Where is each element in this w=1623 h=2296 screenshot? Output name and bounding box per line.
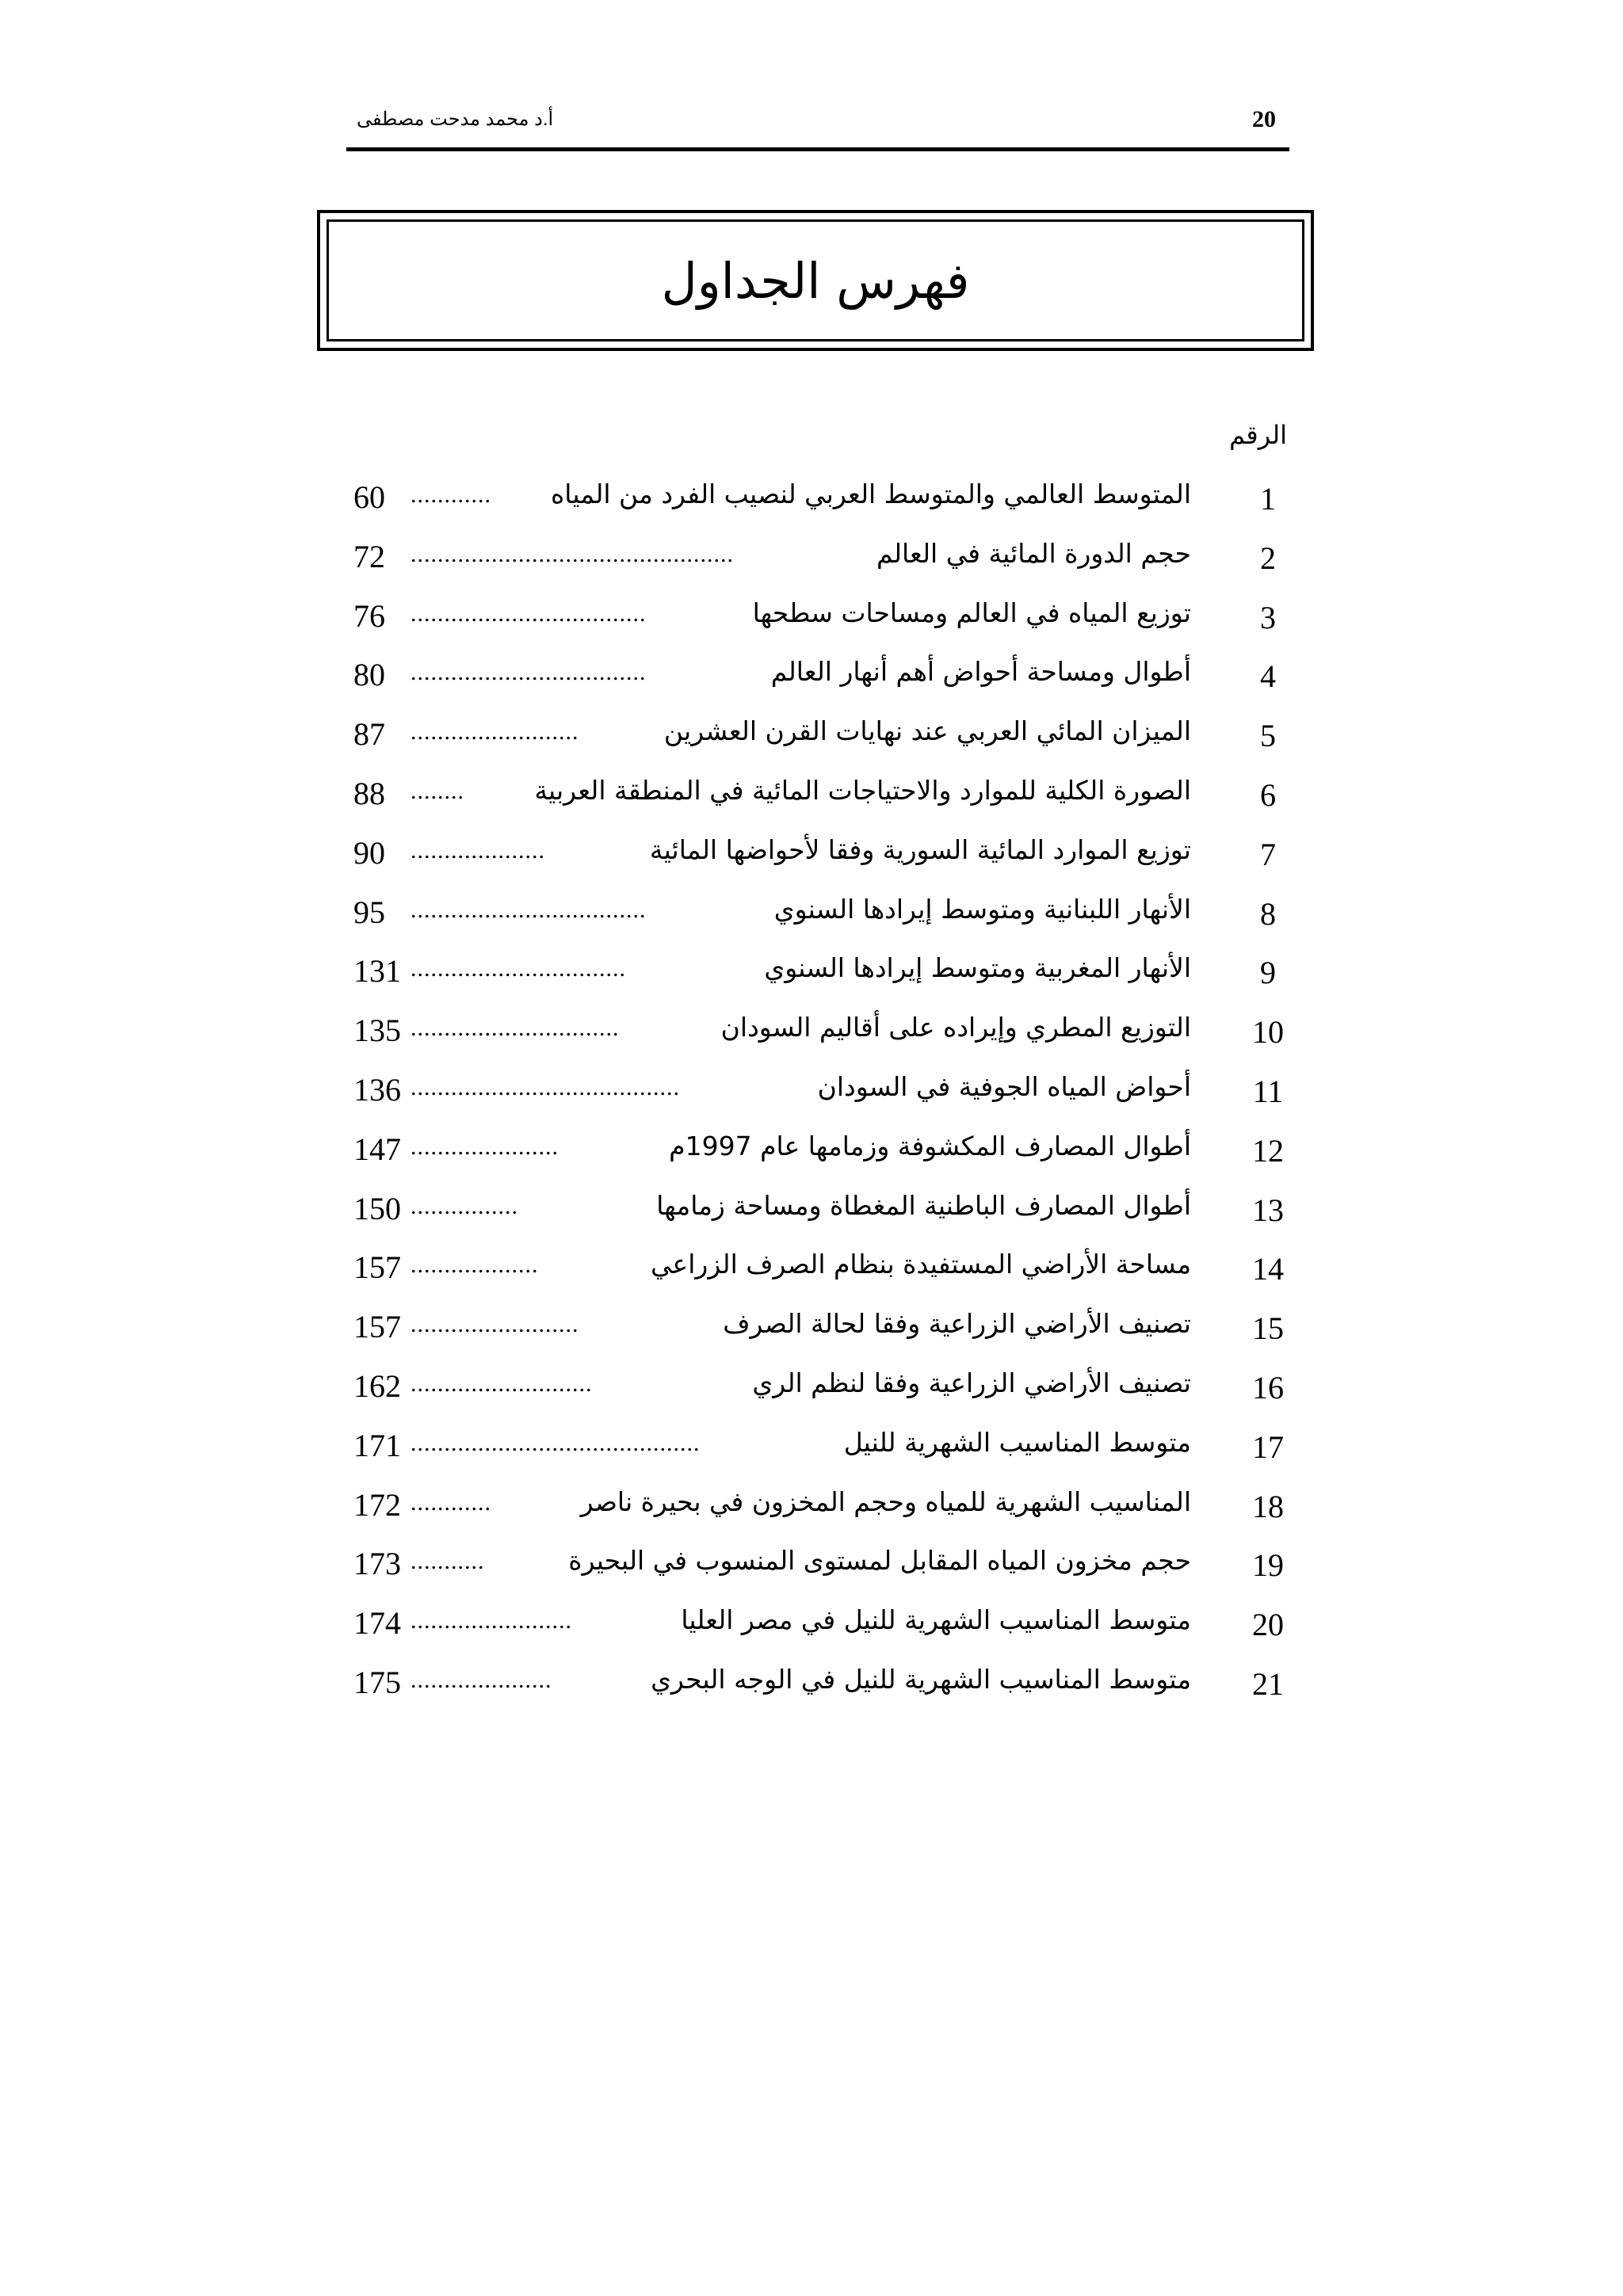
entry-title: توزيع المياه في العالم ومساحات سطحها	[752, 597, 1191, 628]
entry-leader-dots: .........................	[411, 1311, 579, 1338]
entry-page-number: 136	[353, 1071, 401, 1108]
entry-number: 21	[1252, 1665, 1284, 1702]
entry-page-number: 147	[353, 1131, 401, 1167]
entry-page-number: 72	[353, 538, 385, 574]
entry-page-number: 60	[353, 479, 385, 515]
entry-number: 18	[1252, 1488, 1284, 1524]
entry-number: 16	[1252, 1369, 1284, 1405]
entry-page-number: 174	[353, 1605, 401, 1642]
entry-page-number: 80	[353, 657, 385, 693]
entry-title: حجم مخزون المياه المقابل لمستوى المنسوب في البحيرة	[568, 1545, 1191, 1577]
toc-entry	[349, 943, 1292, 1002]
toc-entry	[349, 1239, 1292, 1299]
toc-entry	[349, 469, 1292, 528]
entry-leader-dots: ...................	[411, 1252, 539, 1279]
entry-number: 2	[1260, 540, 1276, 576]
entry-number: 13	[1252, 1192, 1284, 1228]
entry-title: توزيع الموارد المائية السورية وفقا لأحواضها المائية	[649, 833, 1191, 865]
entry-title: متوسط المناسيب الشهرية للنيل في الوجه البحري	[651, 1663, 1191, 1695]
entry-page-number: 162	[353, 1367, 401, 1404]
entry-leader-dots: ............	[411, 1489, 491, 1516]
entry-number: 7	[1260, 836, 1276, 872]
title-inner-frame	[327, 219, 1304, 341]
toc-entry	[349, 588, 1292, 647]
entry-leader-dots: ................	[411, 1192, 518, 1219]
table-of-tables	[349, 469, 1292, 1714]
entry-leader-dots: ...........................	[411, 1370, 593, 1397]
entry-page-number: 175	[353, 1664, 401, 1700]
entry-title: مساحة الأراضي المستفيدة بنظام الصرف الزراعي	[651, 1249, 1191, 1280]
entry-leader-dots: .....................	[411, 1666, 552, 1693]
toc-entry	[349, 1477, 1292, 1536]
entry-title: حجم الدورة المائية في العالم	[876, 537, 1191, 569]
entry-title: تصنيف الأراضي الزراعية وفقا لنظم الري	[752, 1367, 1191, 1398]
entry-leader-dots: ........	[411, 777, 464, 804]
entry-title: أطوال المصارف الباطنية المغطاة ومساحة زمامها	[656, 1189, 1191, 1221]
toc-entry	[349, 825, 1292, 884]
entry-page-number: 90	[353, 834, 385, 871]
page-number: 20	[1252, 106, 1276, 132]
entry-title: الأنهار اللبنانية ومتوسط إيرادها السنوي	[773, 893, 1191, 925]
entry-title: المناسيب الشهرية للمياه وحجم المخزون في بحيرة ناصر	[580, 1486, 1191, 1517]
entry-number: 5	[1260, 718, 1276, 754]
entry-leader-dots: ............	[411, 482, 491, 508]
toc-entry	[349, 1299, 1292, 1358]
entry-number: 4	[1260, 658, 1276, 695]
entry-leader-dots: ................................	[411, 955, 626, 982]
entry-title: الصورة الكلية للموارد والاحتياجات المائية في المنطقة العربية	[534, 774, 1191, 806]
toc-entry	[349, 765, 1292, 825]
toc-entry	[349, 1595, 1292, 1654]
entry-title: تصنيف الأراضي الزراعية وفقا لحالة الصرف	[723, 1308, 1191, 1340]
entry-page-number: 87	[353, 716, 385, 753]
entry-page-number: 173	[353, 1546, 401, 1582]
entry-leader-dots: ........................	[411, 1608, 572, 1634]
entry-leader-dots: ...........................................	[411, 1429, 701, 1456]
entry-number: 8	[1260, 895, 1276, 932]
page-title: فهرس الجداول	[661, 251, 970, 310]
entry-page-number: 150	[353, 1190, 401, 1226]
toc-entry	[349, 706, 1292, 765]
entry-page-number: 76	[353, 597, 385, 634]
header-divider	[346, 147, 1289, 151]
entry-leader-dots: ...................................	[411, 896, 647, 923]
author-name: أ.د محمد مدحت مصطفى	[357, 109, 554, 130]
entry-number: 14	[1252, 1251, 1284, 1287]
entry-leader-dots: ........................................	[411, 1074, 680, 1100]
entry-title: متوسط المناسيب الشهرية للنيل	[843, 1426, 1191, 1458]
entry-number: 17	[1252, 1428, 1284, 1465]
entry-page-number: 88	[353, 775, 385, 811]
entry-title: المتوسط العالمي والمتوسط العربي لنصيب الفرد من المياه	[550, 479, 1191, 509]
entry-leader-dots: ...................................	[411, 659, 647, 686]
entry-number: 6	[1260, 776, 1276, 813]
entry-page-number: 95	[353, 894, 385, 930]
entry-page-number: 172	[353, 1486, 401, 1523]
entry-title: متوسط المناسيب الشهرية للنيل في مصر العليا	[681, 1604, 1191, 1636]
entry-number: 19	[1252, 1547, 1284, 1584]
toc-entry	[349, 1121, 1292, 1180]
entry-page-number: 157	[353, 1309, 401, 1345]
entry-number: 12	[1252, 1132, 1284, 1169]
entry-leader-dots: .........................	[411, 719, 579, 746]
toc-entry	[349, 1062, 1292, 1121]
entry-number: 10	[1252, 1014, 1284, 1051]
entry-number: 3	[1260, 599, 1276, 635]
title-frame	[317, 210, 1314, 351]
entry-title: الميزان المائي العربي عند نهايات القرن العشرين	[663, 715, 1191, 747]
entry-title: الأنهار المغربية ومتوسط إيرادها السنوي	[764, 952, 1191, 984]
entry-leader-dots: ...................................	[411, 600, 647, 627]
toc-entry	[349, 1417, 1292, 1477]
entry-leader-dots: ...............................	[411, 1015, 620, 1042]
entry-leader-dots: ................................................	[411, 540, 734, 567]
entry-page-number: 135	[353, 1013, 401, 1049]
entry-number: 11	[1252, 1073, 1284, 1109]
entry-title: أطوال المصارف المكشوفة وزمامها عام 1997م	[669, 1130, 1191, 1161]
entry-title: التوزيع المطري وإيراده على أقاليم السودان	[720, 1012, 1191, 1043]
entry-page-number: 171	[353, 1427, 401, 1463]
entry-title: أحواض المياه الجوفية في السودان	[817, 1070, 1191, 1102]
entry-number: 1	[1260, 481, 1276, 517]
entry-leader-dots: ...........	[411, 1548, 485, 1575]
toc-entry	[349, 1002, 1292, 1062]
entry-leader-dots: ....................	[411, 837, 545, 864]
toc-entry	[349, 1535, 1292, 1595]
entry-page-number: 157	[353, 1249, 401, 1286]
toc-entry	[349, 528, 1292, 588]
entry-page-number: 131	[353, 953, 401, 990]
entry-number: 15	[1252, 1310, 1284, 1347]
toc-entry	[349, 1654, 1292, 1714]
toc-entry	[349, 884, 1292, 944]
entry-leader-dots: ......................	[411, 1133, 559, 1160]
entry-title: أطوال ومساحة أحواض أهم أنهار العالم	[770, 656, 1191, 688]
entry-number: 9	[1260, 955, 1276, 991]
toc-entry	[349, 1358, 1292, 1417]
toc-entry	[349, 646, 1292, 706]
toc-entry	[349, 1180, 1292, 1240]
number-column-heading: الرقم	[1229, 420, 1287, 450]
entry-number: 20	[1252, 1607, 1284, 1643]
